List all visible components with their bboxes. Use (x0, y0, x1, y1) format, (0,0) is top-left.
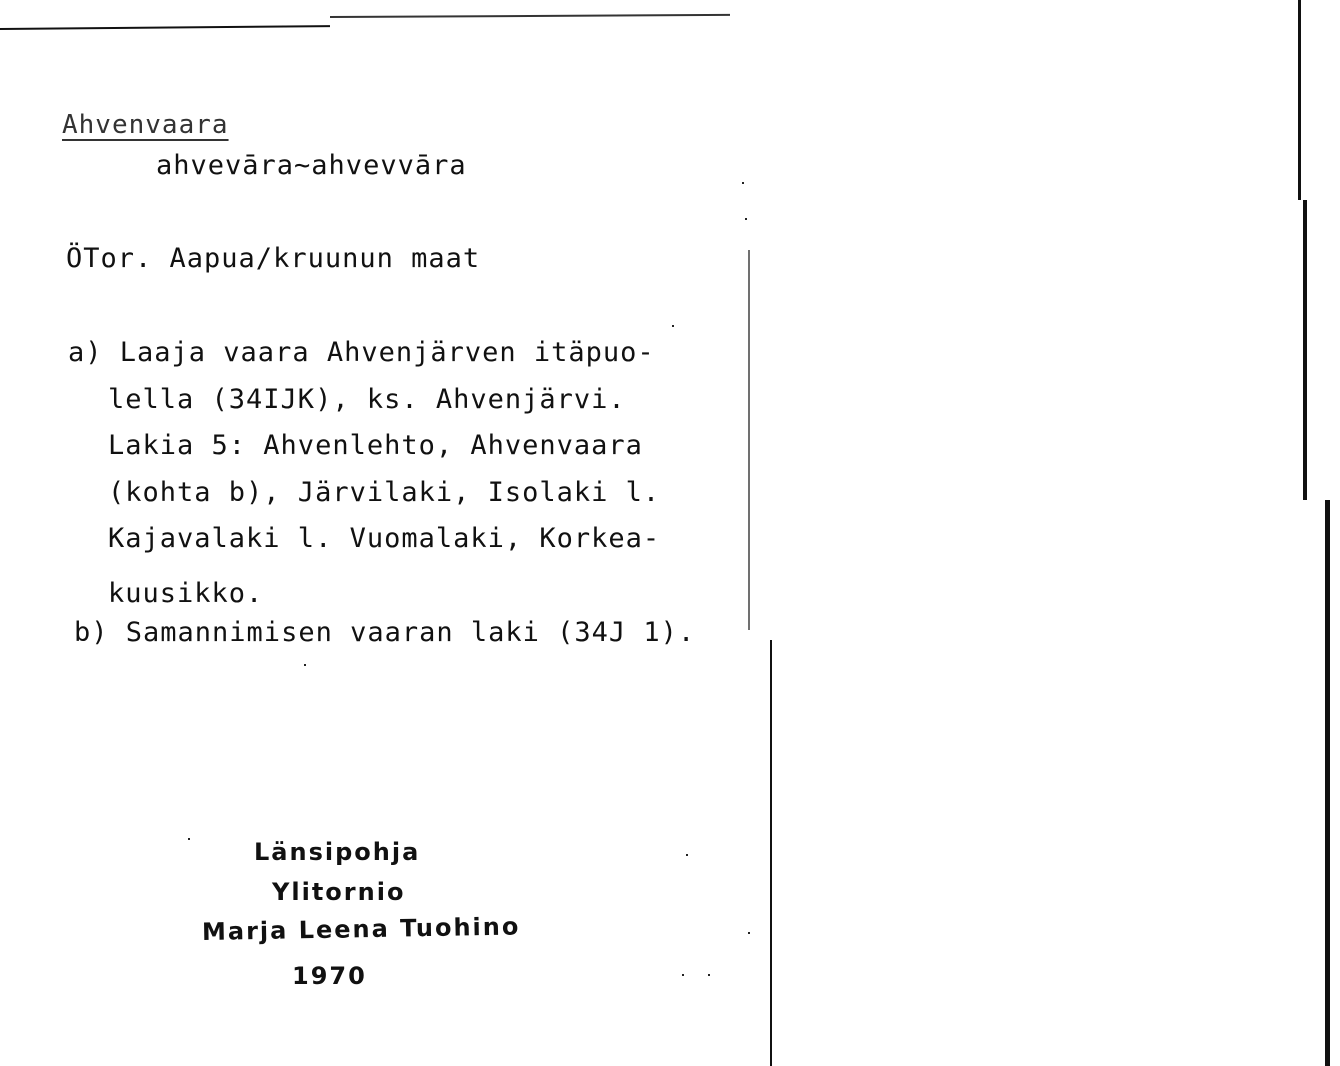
definition-a-line-4: (kohta b), Järvilaki, Isolaki l. (108, 477, 661, 508)
dust-speck (682, 974, 684, 976)
dust-speck (748, 932, 750, 934)
stamp-parish: Ylitornio (272, 878, 406, 906)
dust-speck (745, 218, 747, 220)
definition-a-line-5: Kajavalaki l. Vuomalaki, Korkea- (108, 523, 661, 554)
top-border-line-2 (330, 14, 730, 18)
definition-b-line: b) Samannimisen vaaran laki (34J 1). (74, 617, 696, 648)
pronunciation: ahvevāra~ahvevvāra (156, 150, 467, 181)
dust-speck (188, 838, 190, 840)
definition-a-line-3: Lakia 5: Ahvenlehto, Ahvenvaara (108, 430, 643, 461)
stamp-region: Länsipohja (254, 838, 421, 866)
dust-speck (304, 664, 306, 666)
right-edge-line-thick-lower (1325, 500, 1330, 1066)
dust-speck (708, 974, 710, 976)
location-line: ÖTor. Aapua/kruunun maat (66, 243, 481, 274)
right-edge-line-thick (1303, 200, 1307, 500)
dust-speck (672, 325, 674, 327)
definition-a-line-6: kuusikko. (108, 578, 264, 609)
stamp-collector: Marja Leena Tuohino (201, 912, 521, 946)
top-border-line (0, 25, 330, 30)
middle-vertical-line-lower (770, 640, 772, 1066)
middle-vertical-line (748, 250, 750, 630)
dust-speck (742, 182, 744, 184)
right-edge-line (1298, 0, 1301, 200)
headword: Ahvenvaara (62, 110, 229, 140)
definition-a-line-1: a) Laaja vaara Ahvenjärven itäpuo- (68, 337, 655, 368)
stamp-year: 1970 (292, 962, 367, 990)
dust-speck (686, 854, 688, 856)
definition-a-line-2: lella (34IJK), ks. Ahvenjärvi. (108, 384, 626, 415)
